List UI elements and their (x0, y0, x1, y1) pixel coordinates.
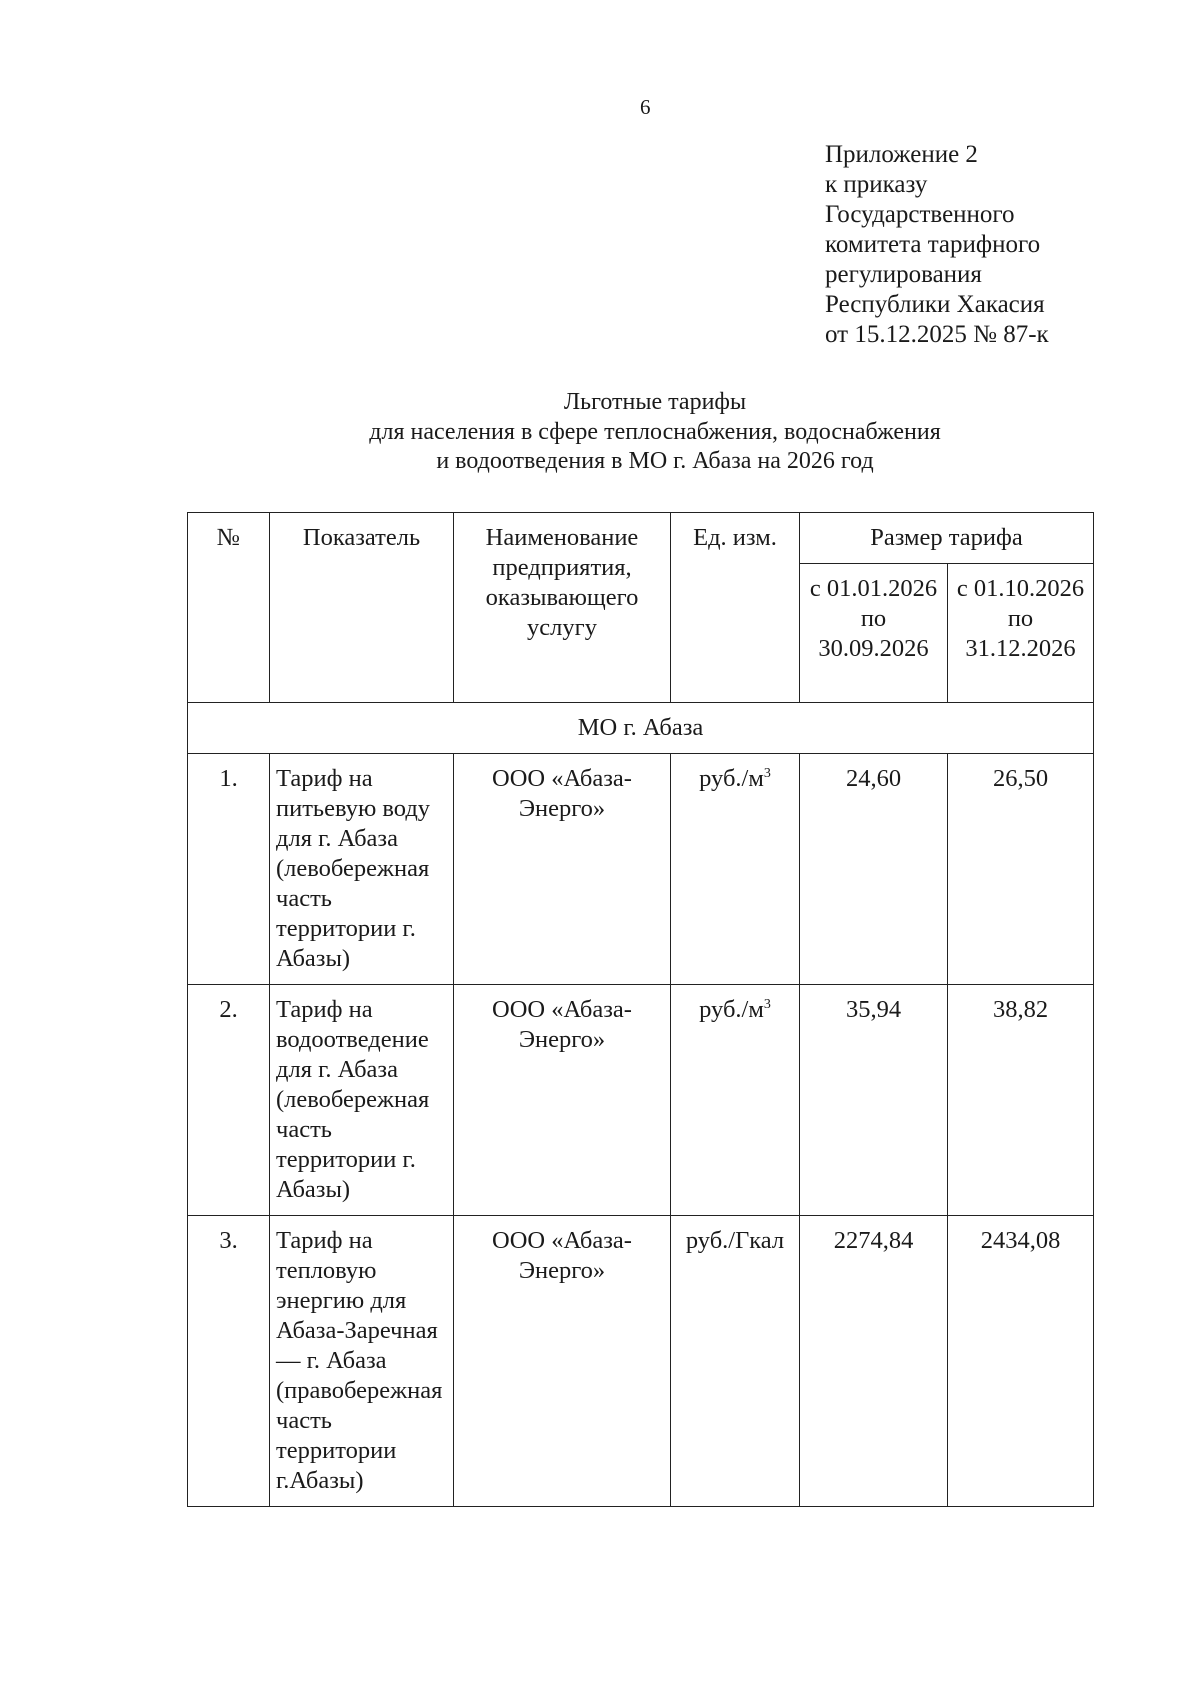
section-row (188, 703, 1094, 754)
header-tariff: Размер тарифа (800, 513, 1094, 564)
table-header-row (188, 513, 1094, 564)
row-indicator: Тариф на питьевую воду для г. Абаза (левобережная часть территории г. Абазы) (270, 754, 454, 985)
tariff-table (187, 512, 1094, 1507)
row-value-1: 35,94 (800, 985, 948, 1216)
row-unit (671, 1216, 800, 1507)
unit-text: руб./м (699, 996, 764, 1023)
row-indicator: Тариф на тепловую энергию для Абаза-Заречная — г. Абаза (правобережная часть территории г.Абазы) (270, 1216, 454, 1507)
page-number: 6 (640, 95, 651, 119)
row-value-2: 38,82 (948, 985, 1094, 1216)
unit-superscript: 3 (763, 765, 771, 781)
appendix-line: регулирования (825, 261, 982, 288)
row-value-2: 26,50 (948, 754, 1094, 985)
title-line: Льготные тарифы (563, 389, 747, 415)
table-row (188, 1216, 1094, 1507)
appendix-line: комитета тарифного (825, 231, 1041, 258)
section-title: МО г. Абаза (188, 703, 1094, 754)
row-indicator: Тариф на водоотведение для г. Абаза (левобережная часть территории г. Абазы) (270, 985, 454, 1216)
title-line: для населения в сфере теплоснабжения, водоснабжения (369, 418, 941, 445)
row-unit (671, 985, 800, 1216)
appendix-line: к приказу (825, 171, 928, 198)
table-row (188, 754, 1094, 985)
header-enterprise: Наименование предприятия, оказывающего услугу (454, 513, 671, 703)
appendix-block (825, 140, 1049, 350)
appendix-line: Приложение 2 (825, 141, 978, 168)
row-number: 2. (188, 985, 270, 1216)
row-value-1: 24,60 (800, 754, 948, 985)
unit-text: руб./м (699, 765, 764, 792)
unit-superscript: 3 (763, 996, 771, 1012)
unit-text: руб./Гкал (685, 1227, 785, 1254)
appendix-line: от 15.12.2025 № 87-к (825, 321, 1049, 348)
header-number: № (188, 513, 270, 703)
appendix-line: Республики Хакасия (825, 291, 1045, 318)
row-enterprise: ООО «Абаза-Энерго» (454, 985, 671, 1216)
row-value-1: 2274,84 (800, 1216, 948, 1507)
row-value-2: 2434,08 (948, 1216, 1094, 1507)
row-enterprise: ООО «Абаза-Энерго» (454, 1216, 671, 1507)
row-enterprise: ООО «Абаза-Энерго» (454, 754, 671, 985)
header-indicator: Показатель (270, 513, 454, 703)
row-number: 1. (188, 754, 270, 985)
header-period-1: с 01.01.2026 по 30.09.2026 (800, 564, 948, 703)
header-unit: Ед. изм. (671, 513, 800, 703)
document-title (240, 388, 1070, 477)
table-row (188, 985, 1094, 1216)
header-period-2: с 01.10.2026 по 31.12.2026 (948, 564, 1094, 703)
appendix-line: Государственного (825, 201, 1015, 228)
row-unit (671, 754, 800, 985)
title-line: и водоотведения в МО г. Абаза на 2026 год (436, 448, 874, 474)
row-number: 3. (188, 1216, 270, 1507)
